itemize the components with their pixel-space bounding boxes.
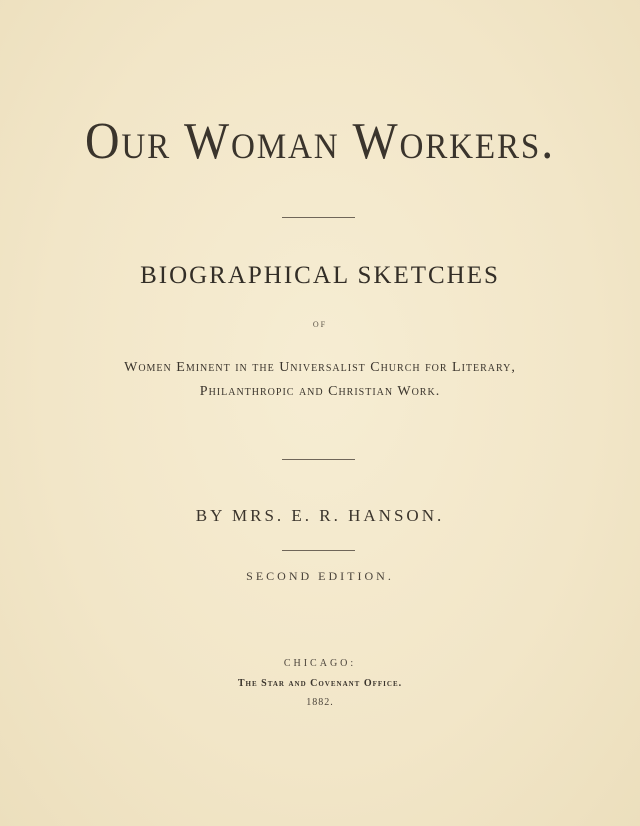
description-line-2: Philanthropic and Christian Work.	[199, 384, 441, 399]
publication-city: CHICAGO:	[283, 658, 357, 669]
author-line: BY MRS. E. R. HANSON.	[195, 506, 445, 525]
publication-year: 1882.	[306, 697, 334, 708]
divider-rule	[282, 217, 355, 218]
description-line-1: Women Eminent in the Universalist Church for Literary,	[124, 360, 516, 375]
edition-line: SECOND EDITION.	[246, 569, 394, 583]
subtitle-connector: OF	[312, 320, 328, 329]
book-title: Our Woman Workers.	[84, 113, 556, 170]
divider-rule	[282, 550, 355, 551]
divider-rule	[282, 459, 355, 460]
book-subtitle: BIOGRAPHICAL SKETCHES	[140, 262, 500, 289]
publisher-name: The Star and Covenant Office.	[237, 678, 403, 689]
